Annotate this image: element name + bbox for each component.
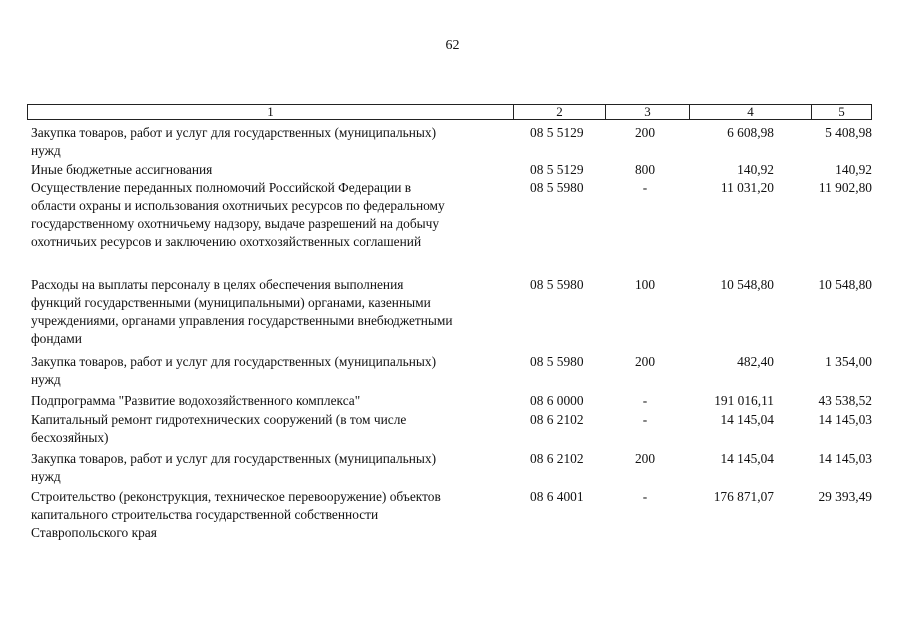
row-code: 08 6 0000 xyxy=(530,393,584,408)
row-value-2: 1 354,00 xyxy=(825,354,872,369)
row-value-2: 11 902,80 xyxy=(818,180,872,195)
row-value-2: 14 145,03 xyxy=(818,412,872,427)
row-value-2: 29 393,49 xyxy=(818,489,872,504)
row-name: Закупка товаров, работ и услуг для государственных (муниципальных) нужд xyxy=(31,451,437,484)
row-code: 08 5 5980 xyxy=(530,180,584,195)
row-value-1: 482,40 xyxy=(737,354,774,369)
header-col-3: 3 xyxy=(644,104,651,119)
row-code: 08 6 2102 xyxy=(530,451,584,466)
row-type: 200 xyxy=(634,354,656,369)
row-name: Строительство (реконструкция, техническое перевооружение) объектов капитального строительства государственной собственности Ставропольского края xyxy=(31,489,441,540)
row-name: Подпрограмма "Развитие водохозяйственного комплекса" xyxy=(31,393,361,408)
header-col-2: 2 xyxy=(556,104,563,119)
header-col-1: 1 xyxy=(267,104,274,119)
row-code: 08 5 5980 xyxy=(530,354,584,369)
row-value-1: 10 548,80 xyxy=(720,277,774,292)
row-name: Осуществление переданных полномочий Российской Федерации в области охраны и использования охотничьих ресурсов по федеральному государственному охотничьему надзору, выдаче разрешений на добычу охотничьих ресурсов и заключению охотхозяйственных соглашений xyxy=(31,180,445,249)
row-code: 08 5 5980 xyxy=(530,277,584,292)
row-code: 08 6 4001 xyxy=(530,489,584,504)
row-type: 800 xyxy=(634,162,656,177)
row-name: Закупка товаров, работ и услуг для государственных (муниципальных) нужд xyxy=(31,125,437,158)
row-value-1: 11 031,20 xyxy=(720,180,774,195)
row-name: Расходы на выплаты персоналу в целях обеспечения выполнения функций государственными (муниципальными) органами, казенными учреждениями, органами управления государственными внебюджетными фондами xyxy=(31,277,453,346)
page-number: 62 xyxy=(445,38,460,53)
row-value-2: 43 538,52 xyxy=(818,393,872,408)
row-value-2: 5 408,98 xyxy=(825,125,872,140)
row-value-2: 14 145,03 xyxy=(818,451,872,466)
row-code: 08 5 5129 xyxy=(530,162,584,177)
row-type: 100 xyxy=(634,277,656,292)
row-value-1: 14 145,04 xyxy=(720,412,774,427)
row-value-1: 176 871,07 xyxy=(713,489,774,504)
row-value-1: 6 608,98 xyxy=(727,125,774,140)
row-name: Капитальный ремонт гидротехнических сооружений (в том числе бесхозяйных) xyxy=(31,412,407,445)
row-value-2: 140,92 xyxy=(835,162,872,177)
row-code: 08 6 2102 xyxy=(530,412,584,427)
row-type: 200 xyxy=(634,451,656,466)
row-type: - xyxy=(642,393,648,408)
header-col-4: 4 xyxy=(747,104,754,119)
row-name: Закупка товаров, работ и услуг для государственных (муниципальных) нужд xyxy=(31,354,437,387)
row-value-1: 14 145,04 xyxy=(720,451,774,466)
row-type: - xyxy=(642,180,648,195)
row-type: - xyxy=(642,489,648,504)
header-col-5: 5 xyxy=(838,104,845,119)
row-value-2: 10 548,80 xyxy=(818,277,872,292)
table-header xyxy=(27,104,872,120)
row-value-1: 140,92 xyxy=(737,162,774,177)
row-name: Иные бюджетные ассигнования xyxy=(31,162,213,177)
row-type: 200 xyxy=(634,125,656,140)
row-value-1: 191 016,11 xyxy=(714,393,774,408)
row-code: 08 5 5129 xyxy=(530,125,584,140)
row-type: - xyxy=(642,412,648,427)
